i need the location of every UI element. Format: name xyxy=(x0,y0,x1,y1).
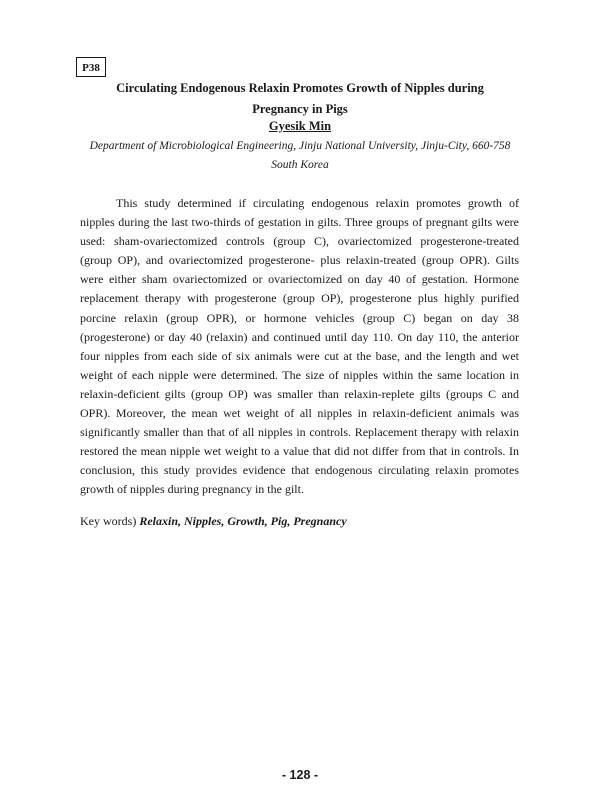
affiliation-line-2: South Korea xyxy=(271,159,329,171)
affiliation-line-1: Department of Microbiological Engineering, Jinju National University, Jinju-City, 660-758 xyxy=(89,140,511,152)
author-name: Gyesik Min xyxy=(268,119,332,133)
poster-id-box: P38 xyxy=(76,57,106,77)
title-line-1: Circulating Endogenous Relaxin Promotes Growth of Nipples during xyxy=(116,81,484,95)
keywords-terms: Relaxin, Nipples, Growth, Pig, Pregnancy xyxy=(139,514,347,528)
affiliation xyxy=(60,137,540,175)
keywords-line xyxy=(80,512,519,531)
title-line-2: Pregnancy in Pigs xyxy=(252,102,348,116)
abstract-body: This study determined if circulating endogenous relaxin promotes growth of nipples during the last two-thirds of gestation in gilts. Three groups of pregnant gilts were used: sham-ovariectomized controls (group C), ovariectomized progesterone-treated (group OP), and ovariectomized progesterone- plus relaxin-treated (group OPR). Gilts were either sham ovariectomized or ovariectomized on day 40 of gestation. Hormone replacement therapy with progesterone (group OP), progesterone plus highly purified porcine relaxin (group OPR), or hormone vehicles (group C) began on day 38 (progesterone) or day 40 (relaxin) and continued until day 110. On day 110, the anterior four nipples from each side of six animals were cut at the base, and the length and wet weight of each nipple were determined. The size of nipples within the same location in relaxin-deficient gilts (group OP) was smaller than relaxin-replete gilts (groups C and OPR). Moreover, the mean wet weight of all nipples in relaxin-deficient animals was significantly smaller than that of all nipples in controls. Replacement therapy with relaxin restored the mean nipple wet weight to a value that did not differ from that in controls. In conclusion, this study provides evidence that endogenous circulating relaxin promotes growth of nipples during pregnancy in the gilt. xyxy=(80,196,519,497)
paper-title xyxy=(80,78,520,120)
keywords-label: Key words) xyxy=(80,514,137,528)
page-number: - 128 - xyxy=(281,768,319,782)
